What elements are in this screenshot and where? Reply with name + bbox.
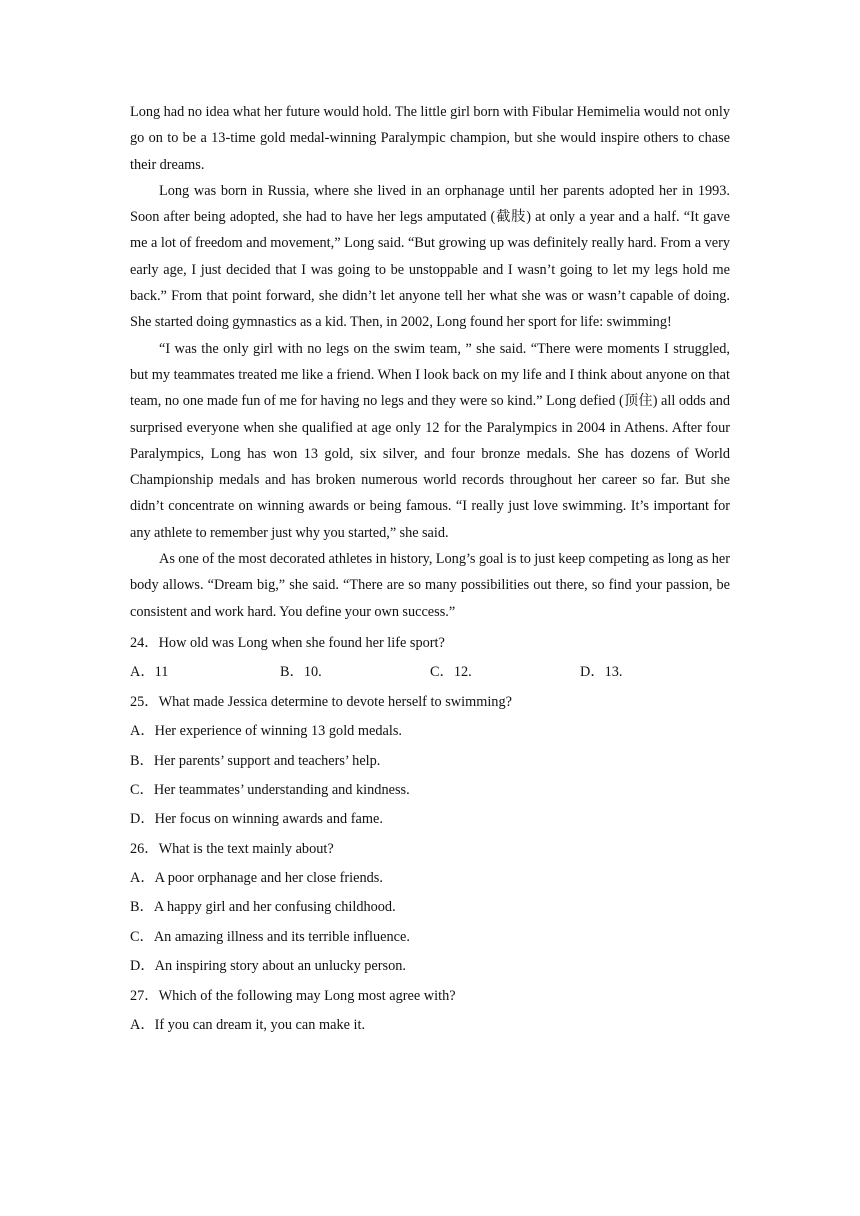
question-stem: 24．How old was Long when she found her life sport? bbox=[130, 634, 445, 651]
passage-paragraph-2: Long was born in Russia, where she lived in an orphanage until her parents adopted her in 1993. Soon after being adopted, she had to have her legs amputated (截肢) at only a year and a half. “It gave me a lot of freedom and movement,” Long said. “But growing up was definitely really hard. From a very early age, I just decided that I was going to be unstoppable and I wasn’t going to let my legs hold me back.” From that point forward, she didn’t let anyone tell her what she was or wasn’t capable of doing. She started doing gymnastics as a kid. Then, in 2002, Long found her sport for life: swimming! bbox=[130, 182, 730, 331]
option-a: A．If you can dream it, you can make it. bbox=[130, 1017, 366, 1034]
option-c: C．An amazing illness and its terrible influence. bbox=[130, 928, 410, 945]
question-stem: 26．What is the text mainly about? bbox=[130, 840, 334, 857]
question-list bbox=[130, 629, 730, 1040]
question-stem: 25．What made Jessica determine to devote herself to swimming? bbox=[130, 693, 512, 710]
passage-paragraph-3: “I was the only girl with no legs on the swim team, ” she said. “There were moments I struggled, but my teammates treated me like a friend. When I look back on my life and I think about anyone on that team, no one made fun of me for having no legs and they were so kind.” Long defied (顶住) all odds and surprised everyone when she qualified at age only 12 for the Paralympics in 2004 in Athens. After four Paralympics, Long has won 13 gold, six silver, and four bronze medals. She has dozens of World Championship medals and has broken numerous world records throughout her career so far. But she didn’t concentrate on winning awards or being famous. “I really just love swimming. It’s important for any athlete to remember just why you started,” she said. bbox=[130, 340, 730, 541]
option-c: C．Her teammates’ understanding and kindness. bbox=[130, 781, 410, 798]
option-c: C．12. bbox=[430, 664, 472, 681]
option-d: D．Her focus on winning awards and fame. bbox=[130, 811, 383, 828]
option-a: A．11 bbox=[130, 664, 169, 681]
question-24 bbox=[130, 629, 730, 688]
passage-paragraph-1: Long had no idea what her future would hold. The little girl born with Fibular Hemimelia would not only go on to be a 13-time gold medal-winning Paralympic champion, but she would inspire others to chase their dreams. bbox=[130, 104, 730, 173]
question-27 bbox=[130, 982, 730, 1041]
document-page bbox=[130, 99, 730, 1040]
option-b: B．A happy girl and her confusing childhood. bbox=[130, 899, 396, 916]
question-26 bbox=[130, 835, 730, 982]
option-a: A．Her experience of winning 13 gold medals. bbox=[130, 723, 402, 740]
passage-paragraph-4: As one of the most decorated athletes in history, Long’s goal is to just keep competing as long as her body allows. “Dream big,” she said. “There are so many possibilities out there, so find your passion, be consistent and work hard. You define your own success.” bbox=[130, 551, 730, 620]
option-a: A．A poor orphanage and her close friends. bbox=[130, 870, 383, 887]
option-d: D．An inspiring story about an unlucky person. bbox=[130, 958, 406, 975]
option-d: D．13. bbox=[580, 664, 623, 681]
question-25 bbox=[130, 688, 730, 835]
option-row bbox=[130, 658, 730, 687]
option-b: B．Her parents’ support and teachers’ help. bbox=[130, 752, 381, 769]
option-b: B．10. bbox=[280, 664, 322, 681]
question-stem: 27．Which of the following may Long most agree with? bbox=[130, 987, 456, 1004]
